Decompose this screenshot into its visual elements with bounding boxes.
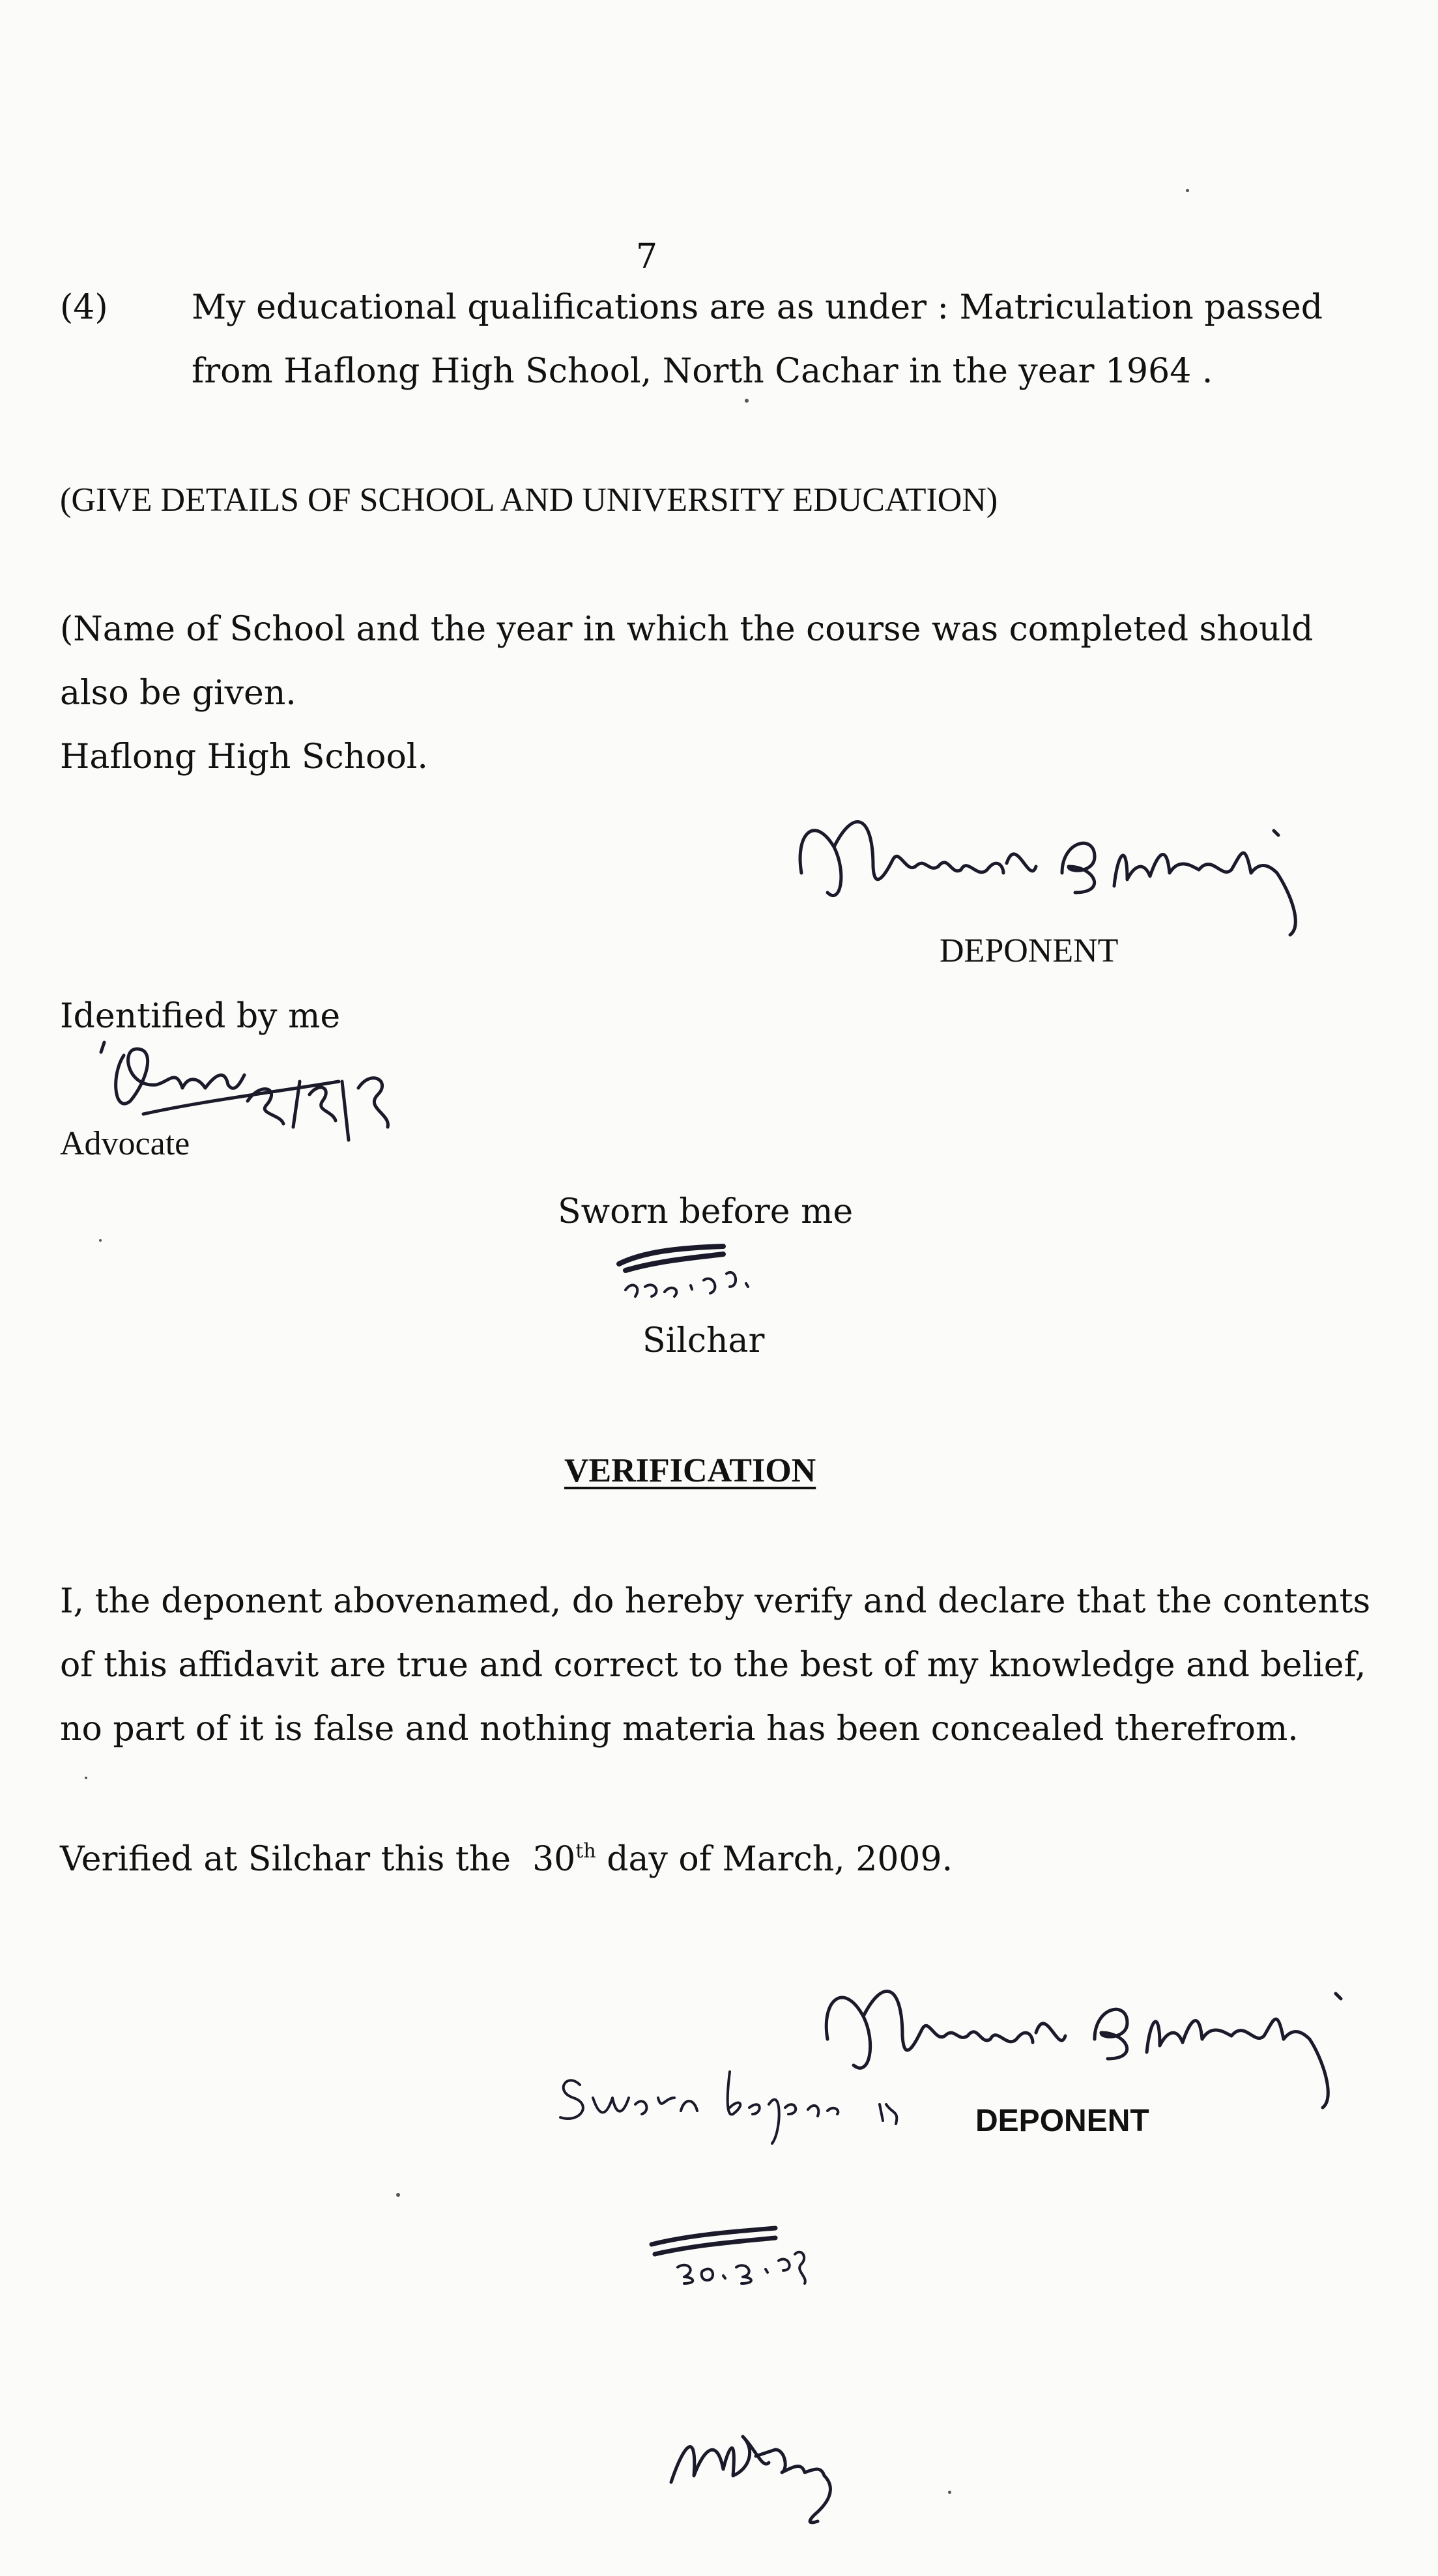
scan-speck bbox=[85, 1777, 87, 1779]
scan-speck bbox=[948, 2491, 951, 2494]
verification-line-3: no part of it is false and nothing materia has been concealed therefrom. bbox=[60, 1710, 1299, 1749]
page-number: 7 bbox=[636, 237, 658, 276]
notary-date-stamp bbox=[639, 2218, 827, 2290]
verification-line-1: I, the deponent abovenamed, do hereby verify and declare that the contents bbox=[60, 1582, 1371, 1621]
sworn-before-label: Sworn before me bbox=[558, 1192, 854, 1231]
identified-by-label: Identified by me bbox=[60, 997, 341, 1036]
name-of-school-line-2: also be given. bbox=[60, 674, 296, 713]
verified-day-suffix: th bbox=[575, 1840, 596, 1863]
verification-heading: VERIFICATION bbox=[564, 1452, 816, 1489]
verified-at-line bbox=[60, 1840, 953, 1879]
give-details-heading: (GIVE DETAILS OF SCHOOL AND UNIVERSITY EDUCATION) bbox=[60, 481, 998, 519]
scan-speck bbox=[396, 2193, 400, 2197]
scan-speck bbox=[99, 1239, 102, 1242]
sworn-date-stamp bbox=[606, 1235, 788, 1306]
name-of-school-line-1: (Name of School and the year in which the course was completed should bbox=[60, 610, 1314, 649]
deponent-signature-1 bbox=[788, 795, 1336, 945]
sworn-place: Silchar bbox=[642, 1321, 765, 1360]
school-name: Haflong High School. bbox=[60, 737, 428, 777]
item-text-line-2: from Haflong High School, North Cachar in the year 1964 . bbox=[192, 352, 1213, 391]
deponent-label-1: DEPONENT bbox=[940, 932, 1119, 969]
verified-day: 30 bbox=[532, 1840, 576, 1879]
notary-signature bbox=[658, 2411, 932, 2541]
item-number: (4) bbox=[60, 288, 108, 327]
handwritten-sworn-before-me bbox=[554, 2059, 932, 2150]
deponent-label-2: DEPONENT bbox=[975, 2104, 1149, 2138]
verification-line-2: of this affidavit are true and correct to the best of my knowledge and belief, bbox=[60, 1646, 1366, 1685]
scan-speck bbox=[745, 399, 749, 403]
scan-speck bbox=[1186, 189, 1189, 192]
advocate-label: Advocate bbox=[60, 1125, 190, 1162]
item-text-line-1: My educational qualifications are as under : Matriculation passed bbox=[192, 288, 1323, 327]
verified-prefix: Verified at Silchar this the bbox=[60, 1840, 511, 1879]
verified-rest: day of March, 2009. bbox=[607, 1840, 953, 1879]
